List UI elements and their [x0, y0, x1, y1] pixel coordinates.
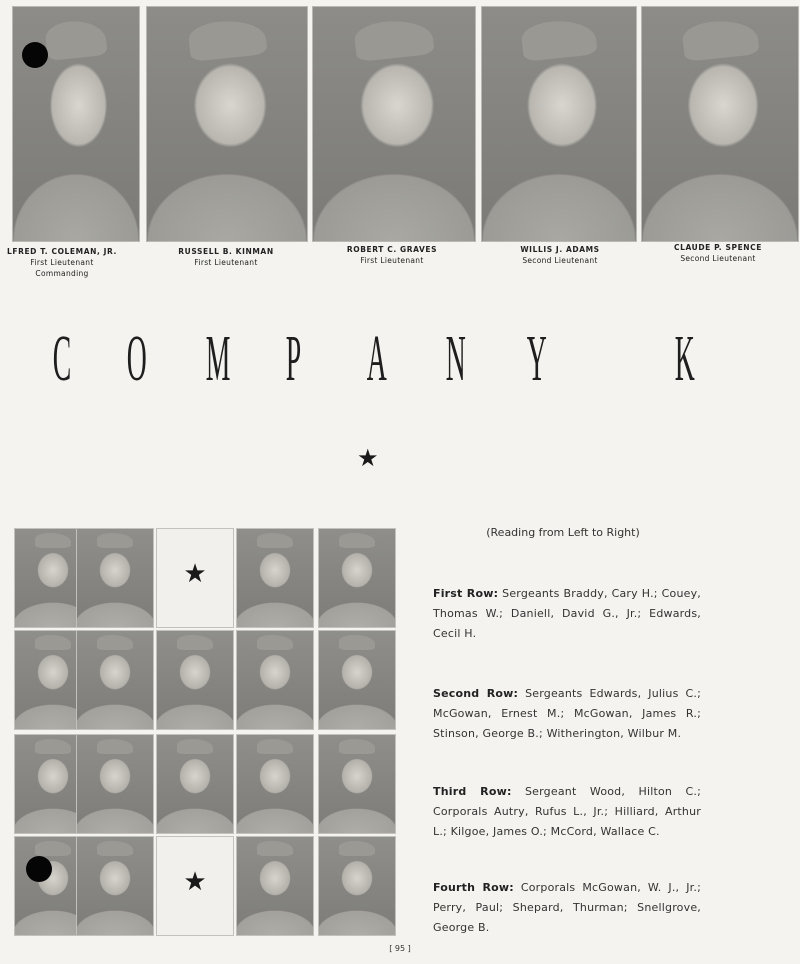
soldier-photo	[236, 528, 314, 628]
star-icon: ★	[183, 867, 207, 897]
officer-caption-graves	[312, 244, 472, 266]
soldier-photo	[236, 630, 314, 730]
punch-hole-bottom	[26, 856, 52, 882]
soldier-photo	[76, 630, 154, 730]
title-letter: O	[126, 322, 147, 395]
title-letter: P	[285, 322, 302, 395]
officer-photo-kinman	[146, 6, 308, 242]
row-names: Corporals McGowan, W. J., Jr.; Perry, Paul; Shepard, Thurman; Snellgrove, George B.	[433, 881, 701, 934]
officer-caption-adams	[480, 244, 640, 266]
soldier-photo	[236, 836, 314, 936]
page-number: [ 95 ]	[389, 944, 411, 953]
title-letter: K	[674, 322, 695, 395]
soldier-photo	[76, 528, 154, 628]
row-names: Sergeants Braddy, Cary H.; Couey, Thomas W.; Daniell, David G., Jr.; Edwards, Cecil H.	[433, 587, 701, 640]
row-label: First Row:	[433, 587, 499, 600]
officer-caption-coleman	[0, 246, 142, 279]
officer-photo-adams	[481, 6, 637, 242]
officer-rank: First Lieutenant	[30, 258, 94, 267]
officer-caption-spence	[638, 242, 798, 264]
soldier-photo	[76, 734, 154, 834]
soldier-photo	[318, 528, 396, 628]
officer-name: WILLIS J. ADAMS	[520, 245, 600, 254]
reading-note: (Reading from Left to Right)	[486, 526, 640, 539]
officer-note: Commanding	[35, 269, 89, 278]
row-caption-second	[433, 684, 701, 744]
row-label: Third Row:	[433, 785, 512, 798]
punch-hole-top	[22, 42, 48, 68]
soldier-photo	[156, 734, 234, 834]
title-letter: A	[366, 322, 387, 395]
title-letter: C	[52, 322, 72, 395]
title-letter: Y	[526, 322, 547, 395]
officer-name: LFRED T. COLEMAN, JR.	[6, 247, 117, 256]
officer-rank: Second Lieutenant	[680, 254, 756, 263]
row-caption-third	[433, 782, 701, 842]
soldier-photo	[236, 734, 314, 834]
soldier-photo	[76, 836, 154, 936]
grid-blank-cell	[156, 528, 234, 628]
officer-photo-spence	[641, 6, 799, 242]
row-label: Fourth Row:	[433, 881, 514, 894]
row-caption-fourth	[433, 878, 701, 938]
row-names: Sergeant Wood, Hilton C.; Corporals Autry, Rufus L., Jr.; Hilliard, Arthur L.; Kilgoe, James O.; McCord, Wallace C.	[433, 785, 701, 838]
officer-photo-graves	[312, 6, 476, 242]
soldier-photo	[318, 836, 396, 936]
star-icon: ★	[183, 559, 207, 589]
officer-name: RUSSELL B. KINMAN	[178, 247, 274, 256]
title-letter: N	[445, 322, 466, 395]
grid-blank-cell	[156, 836, 234, 936]
row-names: Sergeants Edwards, Julius C.; McGowan, Ernest M.; McGowan, James R.; Stinson, George B.; Witherington, Wilbur M.	[433, 687, 701, 740]
soldier-photo	[156, 630, 234, 730]
officer-name: CLAUDE P. SPENCE	[673, 243, 762, 252]
row-caption-first	[433, 584, 701, 644]
officer-rank: Second Lieutenant	[522, 256, 598, 265]
title-letter: M	[205, 322, 231, 395]
soldier-photo	[318, 630, 396, 730]
row-label: Second Row:	[433, 687, 519, 700]
officer-rank: First Lieutenant	[194, 258, 258, 267]
officer-name: ROBERT C. GRAVES	[346, 245, 438, 254]
title-star-icon: ★	[357, 444, 379, 472]
soldier-photo	[318, 734, 396, 834]
officer-caption-kinman	[146, 246, 306, 268]
officer-rank: First Lieutenant	[360, 256, 424, 265]
